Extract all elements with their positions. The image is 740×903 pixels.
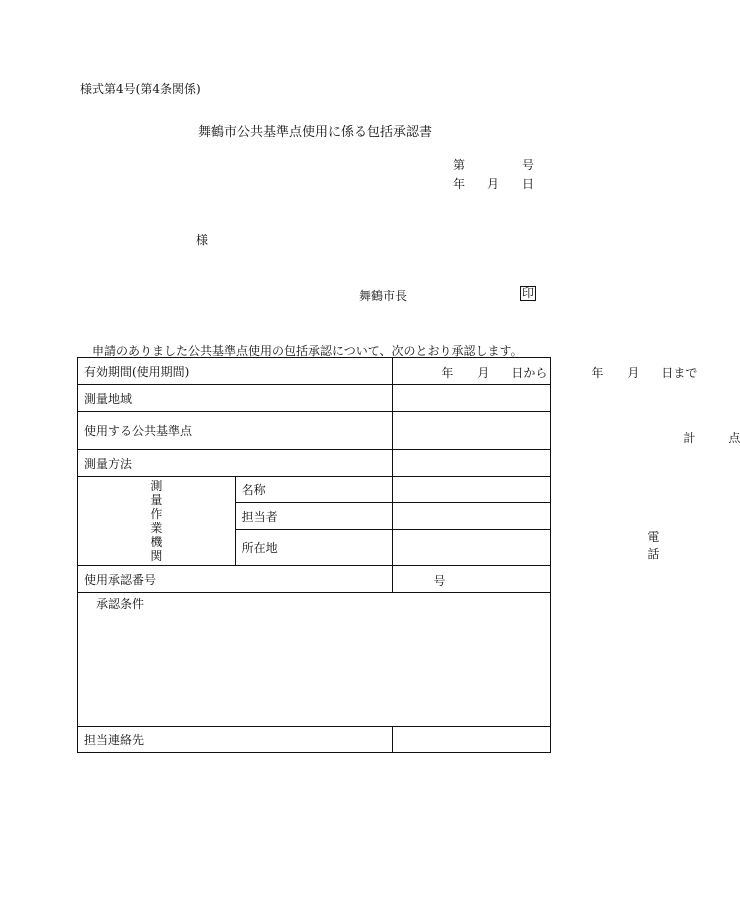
date-day: 日 [522, 177, 535, 191]
approval-no-suffix: 号 [433, 574, 446, 588]
label-org-person: 担当者 [235, 503, 393, 530]
value-period [393, 358, 698, 385]
label-conditions: 承認条件 [96, 597, 145, 611]
value-approval-no[interactable] [393, 566, 551, 593]
label-org-address: 所在地 [235, 530, 393, 566]
row-contact [78, 727, 551, 753]
row-points [78, 412, 551, 450]
value-method[interactable] [393, 450, 551, 477]
label-org-name: 名称 [235, 477, 393, 503]
period-month1: 月 [477, 366, 490, 380]
value-area[interactable] [393, 385, 551, 412]
seal-label: 印 [522, 286, 535, 300]
points-unit-label: 点 [728, 431, 740, 445]
issuer-name: 舞鶴市長 [359, 289, 408, 303]
row-approval-no [78, 566, 551, 593]
row-area [78, 385, 551, 412]
conditions-cell[interactable] [78, 593, 551, 727]
period-year1: 年 [441, 366, 454, 380]
date-year: 年 [453, 177, 466, 191]
points-total-label: 計 [683, 431, 696, 445]
label-period: 有効期間(使用期間) [78, 358, 393, 385]
period-to: 日まで [661, 366, 698, 380]
label-method: 測量方法 [78, 450, 393, 477]
document-title: 舞鶴市公共基準点使用に係る包括承認書 [197, 125, 432, 140]
doc-number-suffix: 号 [522, 158, 535, 172]
label-org-text: 測量作業機関 [150, 479, 163, 563]
period-year2: 年 [591, 366, 604, 380]
row-conditions [78, 593, 551, 727]
value-points[interactable] [393, 412, 740, 450]
row-period [78, 358, 551, 385]
approval-table [77, 357, 740, 753]
label-contact: 担当連絡先 [78, 727, 393, 753]
value-org-person[interactable] [393, 503, 551, 530]
row-org-name [78, 477, 551, 503]
label-area: 測量地域 [78, 385, 393, 412]
row-method [78, 450, 551, 477]
label-points: 使用する公共基準点 [78, 412, 393, 450]
phone-label: 電話 [647, 530, 660, 561]
period-month2: 月 [627, 366, 640, 380]
form-id: 様式第4号(第4条関係) [80, 82, 201, 96]
label-org [78, 477, 236, 566]
value-contact[interactable] [393, 727, 551, 753]
doc-number-prefix: 第 [453, 158, 466, 172]
intro-text: 申請のありました公共基準点使用の包括承認について、次のとおり承認します。 [92, 344, 523, 358]
value-org-address[interactable] [393, 530, 660, 566]
label-approval-no: 使用承認番号 [78, 566, 393, 593]
seal-mark [520, 286, 536, 301]
period-from: 日から [511, 366, 548, 380]
date-month: 月 [487, 177, 500, 191]
addressee-honorific: 様 [196, 233, 209, 247]
value-org-name[interactable] [393, 477, 551, 503]
